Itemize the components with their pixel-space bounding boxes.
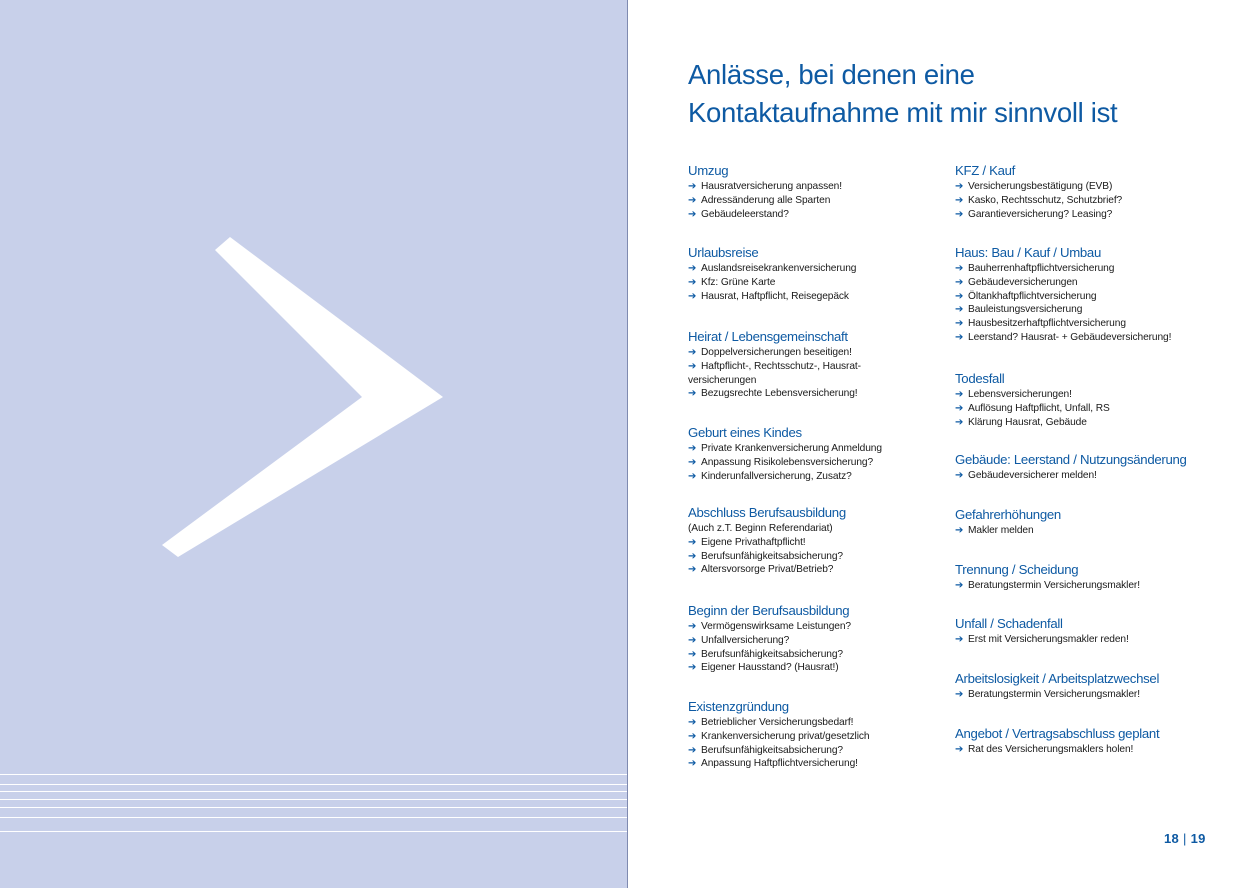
list-item-text: Gebäudeversicherungen: [968, 276, 1078, 288]
list-item-text: Berufsunfähigkeitsabsicherung?: [701, 744, 843, 756]
list-item: [688, 620, 938, 634]
section-heading: Angebot / Vertragsabschluss geplant: [955, 726, 1160, 741]
right-page: [628, 0, 1256, 888]
arrow-right-icon: ➔: [955, 304, 964, 316]
list-item-text: Kfz: Grüne Karte: [701, 276, 776, 288]
section-heading: KFZ / Kauf: [955, 163, 1016, 178]
list-item-text: Kasko, Rechtsschutz, Schutzbrief?: [968, 194, 1123, 206]
list-item: [688, 648, 938, 662]
list-item: [955, 524, 1245, 538]
section-heading: Arbeitslosigkeit / Arbeitsplatzwechsel: [955, 671, 1160, 686]
section: [955, 245, 1245, 345]
arrow-right-icon: ➔: [955, 389, 964, 400]
list-item-text: Hausratversicherung anpassen!: [701, 181, 842, 192]
arrow-right-icon: ➔: [955, 194, 964, 206]
section-heading: Existenzgründung: [688, 699, 789, 714]
list-item: [688, 262, 938, 276]
list-item-text: Haftpflicht-, Rechtsschutz-, Hausrat-: [701, 360, 861, 372]
left-page: [0, 0, 627, 888]
arrow-right-icon: ➔: [688, 208, 697, 220]
list-item: [688, 360, 938, 374]
list-item-text: Leerstand? Hausrat- + Gebäudeversicherung!: [968, 331, 1172, 343]
section: [955, 507, 1245, 538]
list-item: [688, 194, 938, 208]
chevron-arrow-graphic: [0, 0, 627, 888]
section-heading: Urlaubsreise: [688, 245, 759, 260]
arrow-right-icon: ➔: [688, 564, 697, 576]
section: [688, 329, 938, 401]
arrow-right-icon: ➔: [688, 744, 697, 756]
list-item: [955, 331, 1245, 345]
list-item-text: Auflösung Haftpflicht, Unfall, RS: [968, 402, 1110, 414]
list-item: [955, 194, 1245, 208]
section: [688, 603, 938, 675]
list-item: [955, 388, 1245, 402]
list-item-text: Rat des Versicherungsmaklers holen!: [968, 744, 1134, 755]
list-item: [688, 346, 938, 360]
page-numbers: [1164, 831, 1206, 846]
list-item: [688, 180, 938, 194]
arrow-right-icon: ➔: [955, 402, 964, 414]
list-item: [955, 262, 1245, 276]
list-item: [688, 208, 938, 222]
arrow-right-icon: ➔: [688, 550, 697, 562]
arrow-right-icon: ➔: [688, 181, 697, 192]
list-item: [955, 743, 1245, 757]
list-item-text: Krankenversicherung privat/gesetzlich: [701, 730, 870, 742]
list-item: [955, 208, 1245, 222]
arrow-right-icon: ➔: [688, 263, 697, 274]
arrow-right-icon: ➔: [688, 276, 697, 288]
list-item-text: Öltankhaftpflichtversicherung: [968, 290, 1097, 302]
arrow-right-icon: ➔: [688, 388, 697, 400]
list-item-text: Vermögenswirksame Leistungen?: [701, 621, 851, 632]
section-items: [955, 524, 1245, 538]
section: [688, 425, 938, 483]
section-heading: Haus: Bau / Kauf / Umbau: [955, 245, 1102, 260]
list-item-text: Kinderunfallversicherung, Zusatz?: [701, 470, 852, 482]
arrow-right-icon: ➔: [688, 634, 697, 646]
page-title: [688, 56, 1228, 132]
list-item: [955, 688, 1245, 702]
list-item: [955, 276, 1245, 290]
list-item-text: Berufsunfähigkeitsabsicherung?: [701, 550, 843, 562]
list-item-text: Doppelversicherungen beseitigen!: [701, 347, 852, 358]
arrow-right-icon: ➔: [955, 290, 964, 302]
list-item-text: Betrieblicher Versicherungsbedarf!: [701, 717, 854, 728]
list-item: [688, 757, 938, 771]
list-item-text: Bauherrenhaftpflichtversicherung: [968, 263, 1115, 274]
section-items: [955, 743, 1245, 757]
list-item-text: Makler melden: [968, 525, 1034, 536]
section-items: [955, 633, 1245, 647]
list-item: [688, 730, 938, 744]
section-items: [688, 716, 938, 771]
list-item: [955, 402, 1245, 416]
list-item-text: Adressänderung alle Sparten: [701, 194, 831, 206]
section: [688, 505, 938, 577]
list-item-text: Klärung Hausrat, Gebäude: [968, 416, 1087, 428]
arrow-right-icon: ➔: [955, 470, 964, 481]
arrow-right-icon: ➔: [688, 443, 697, 454]
list-item: [688, 661, 938, 675]
section-items: [688, 180, 938, 221]
arrow-right-icon: ➔: [688, 347, 697, 358]
list-item: [688, 442, 938, 456]
section-items: [688, 346, 938, 401]
section-items: [688, 442, 938, 483]
arrow-right-icon: ➔: [688, 536, 697, 548]
list-item: [955, 180, 1245, 194]
section: [688, 245, 938, 303]
arrow-right-icon: ➔: [955, 263, 964, 274]
arrow-right-icon: ➔: [688, 730, 697, 742]
list-item-text: Gebäudeversicherer melden!: [968, 470, 1097, 481]
section: [955, 726, 1245, 757]
list-item-text: Bezugsrechte Lebensversicherung!: [701, 388, 858, 400]
list-item-text: Auslandsreisekrankenversicherung: [701, 263, 857, 274]
section-items: [688, 262, 938, 303]
arrow-right-icon: ➔: [955, 416, 964, 428]
arrow-right-icon: ➔: [688, 648, 697, 660]
list-item-text: Anpassung Risikolebensversicherung?: [701, 456, 874, 468]
section: [955, 562, 1245, 593]
arrow-right-icon: ➔: [688, 758, 697, 770]
list-item-text: Lebensversicherungen!: [968, 389, 1072, 400]
section: [955, 616, 1245, 647]
arrow-right-icon: ➔: [688, 621, 697, 632]
section-items: [688, 522, 938, 577]
arrow-right-icon: ➔: [955, 318, 964, 330]
section-heading: Todesfall: [955, 371, 1005, 386]
arrow-right-icon: ➔: [955, 181, 964, 192]
list-item-text: versicherungen: [688, 374, 757, 386]
list-item: [955, 579, 1245, 593]
arrow-right-icon: ➔: [955, 525, 964, 536]
section: [955, 671, 1245, 702]
list-item: [688, 563, 938, 577]
arrow-right-icon: ➔: [955, 744, 964, 755]
list-item-text: Bauleistungsversicherung: [968, 304, 1083, 316]
list-item: [955, 416, 1245, 430]
section-items: [955, 688, 1245, 702]
section-heading: Gefahrerhöhungen: [955, 507, 1061, 522]
list-item-text: Anpassung Haftpflichtversicherung!: [701, 758, 858, 770]
list-item: [688, 550, 938, 564]
list-item-text: Hausrat, Haftpflicht, Reisegepäck: [701, 290, 849, 302]
title-line-2: Kontaktaufnahme mit mir sinnvoll ist: [688, 97, 1118, 128]
list-item: [688, 456, 938, 470]
list-item: [955, 317, 1245, 331]
list-item-text: Eigene Privathaftpflicht!: [701, 536, 806, 548]
arrow-right-icon: ➔: [955, 580, 964, 591]
arrow-right-icon: ➔: [688, 717, 697, 728]
list-item: [688, 536, 938, 550]
section-heading: Unfall / Schadenfall: [955, 616, 1063, 631]
list-item: [955, 633, 1245, 647]
section-heading: Trennung / Scheidung: [955, 562, 1079, 577]
decorative-stripes: [0, 774, 627, 836]
section-items: [955, 579, 1245, 593]
arrow-right-icon: ➔: [688, 194, 697, 206]
list-item: [688, 374, 938, 388]
list-item: [955, 469, 1245, 483]
section-heading: Gebäude: Leerstand / Nutzungsänderung: [955, 452, 1187, 467]
section: [688, 699, 938, 771]
list-item-text: Versicherungsbestätigung (EVB): [968, 181, 1113, 192]
section-heading: Geburt eines Kindes: [688, 425, 802, 440]
section-heading: Beginn der Berufsausbildung: [688, 603, 850, 618]
section: [955, 371, 1245, 429]
list-item: [688, 290, 938, 304]
arrow-right-icon: ➔: [955, 276, 964, 288]
list-item-text: Berufsunfähigkeitsabsicherung?: [701, 648, 843, 660]
list-item-text: Beratungstermin Versicherungsmakler!: [968, 580, 1140, 591]
title-line-1: Anlässe, bei denen eine: [688, 59, 975, 90]
list-item: [688, 716, 938, 730]
arrow-right-icon: ➔: [688, 360, 697, 372]
arrow-right-icon: ➔: [688, 662, 697, 674]
arrow-right-icon: ➔: [955, 331, 964, 343]
page-number-right: 19: [1190, 831, 1206, 846]
section-heading: Abschluss Berufsausbildung: [688, 505, 846, 520]
arrow-right-icon: ➔: [955, 208, 964, 220]
section-heading: Umzug: [688, 163, 729, 178]
section-items: [955, 469, 1245, 483]
list-item: [688, 387, 938, 401]
section: [955, 163, 1245, 221]
list-item-text: Eigener Hausstand? (Hausrat!): [701, 662, 839, 674]
page-number-separator: |: [1182, 831, 1187, 846]
section-items: [955, 388, 1245, 429]
section: [688, 163, 938, 221]
list-item: [955, 303, 1245, 317]
list-item: [688, 470, 938, 484]
list-item: [955, 290, 1245, 304]
list-item-text: Garantieversicherung? Leasing?: [968, 208, 1113, 220]
section-items: [955, 180, 1245, 221]
list-item-text: Private Krankenversicherung Anmeldung: [701, 443, 882, 454]
arrow-right-icon: ➔: [688, 290, 697, 302]
list-item-text: Beratungstermin Versicherungsmakler!: [968, 689, 1140, 700]
list-item: [688, 276, 938, 290]
section: [955, 452, 1245, 483]
list-item: [688, 634, 938, 648]
arrow-right-icon: ➔: [955, 689, 964, 700]
section-note: (Auch z.T. Beginn Referendariat): [688, 523, 833, 534]
section-items: [688, 620, 938, 675]
section-heading: Heirat / Lebensgemeinschaft: [688, 329, 848, 344]
arrow-right-icon: ➔: [688, 470, 697, 482]
section-items: [955, 262, 1245, 345]
list-item-text: Altersvorsorge Privat/Betrieb?: [701, 564, 834, 576]
list-item-text: Hausbesitzerhaftpflichtversicherung: [968, 318, 1126, 330]
list-item-text: Unfallversicherung?: [701, 634, 790, 646]
list-item: [688, 744, 938, 758]
list-item-text: Gebäudeleerstand?: [701, 208, 789, 220]
arrow-right-icon: ➔: [688, 456, 697, 468]
arrow-right-icon: ➔: [955, 634, 964, 645]
page-number-left: 18: [1164, 831, 1180, 846]
list-item-text: Erst mit Versicherungsmakler reden!: [968, 634, 1129, 645]
